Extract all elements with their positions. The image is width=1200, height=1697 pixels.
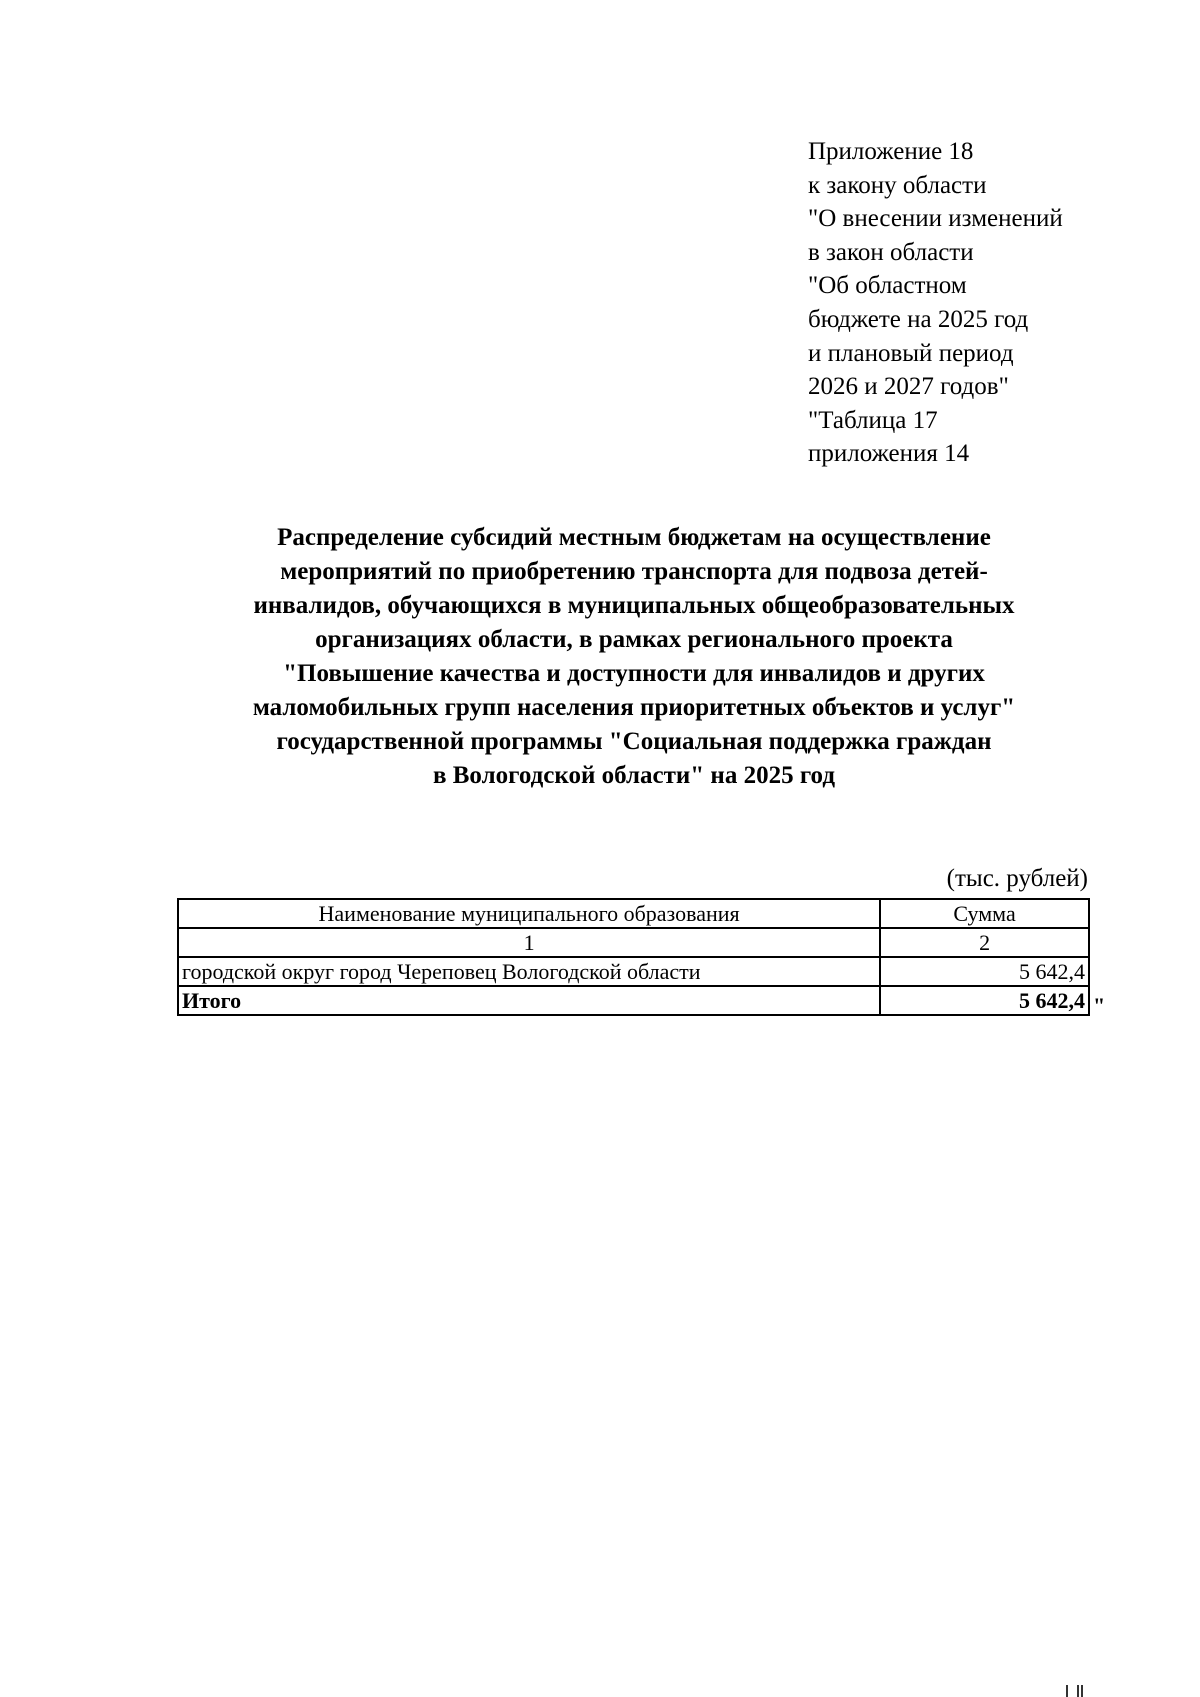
column-number: 1 xyxy=(178,928,880,957)
appendix-line: в закон области xyxy=(808,238,974,266)
appendix-line: "Таблица 17 xyxy=(808,406,938,434)
header-name: Наименование муниципального образования xyxy=(178,899,880,928)
appendix-line: "О внесении изменений xyxy=(808,205,1063,233)
title-line: в Вологодской области" на 2025 год xyxy=(433,762,835,789)
appendix-line: к закону области xyxy=(808,171,987,199)
document-title xyxy=(160,521,1108,793)
header-sum: Сумма xyxy=(880,899,1089,928)
total-row xyxy=(178,986,1089,1015)
scan-mark xyxy=(1066,1685,1088,1697)
title-line: государственной программы "Социальная поддержка граждан xyxy=(276,728,992,755)
scan-mark-stroke xyxy=(1077,1685,1079,1697)
table-header-row xyxy=(178,899,1089,928)
total-label: Итого xyxy=(178,986,880,1015)
column-number: 2 xyxy=(880,928,1089,957)
total-sum: 5 642,4 xyxy=(880,986,1089,1015)
scan-mark-stroke xyxy=(1066,1685,1068,1697)
appendix-line: приложения 14 xyxy=(808,440,970,468)
appendix-line: Приложение 18 xyxy=(808,138,974,165)
units-label: (тыс. рублей) xyxy=(946,865,1088,892)
municipality-name: городской округ город Череповец Вологодской области xyxy=(178,957,880,986)
title-line: "Повышение качества и доступности для инвалидов и других xyxy=(283,660,985,687)
appendix-line: 2026 и 2027 годов" xyxy=(808,373,1009,401)
subsidy-sum: 5 642,4 xyxy=(880,957,1089,986)
appendix-line: бюджете на 2025 год xyxy=(808,305,1029,333)
distribution-table xyxy=(177,898,1090,1016)
scan-mark-stroke xyxy=(1081,1685,1083,1697)
title-line: инвалидов, обучающихся в муниципальных общеобразовательных xyxy=(253,592,1015,619)
title-line: Распределение субсидий местным бюджетам на осуществление xyxy=(277,524,991,551)
closing-quote: " xyxy=(1093,993,1106,1018)
appendix-block xyxy=(808,135,1128,471)
column-number-row xyxy=(178,928,1089,957)
table-row xyxy=(178,957,1089,986)
title-line: организациях области, в рамках регионального проекта xyxy=(315,626,953,653)
title-line: маломобильных групп населения приоритетных объектов и услуг" xyxy=(252,694,1016,721)
title-line: мероприятий по приобретению транспорта для подвоза детей- xyxy=(280,558,988,585)
appendix-line: "Об областном xyxy=(808,272,967,300)
appendix-line: и плановый период xyxy=(808,339,1014,367)
